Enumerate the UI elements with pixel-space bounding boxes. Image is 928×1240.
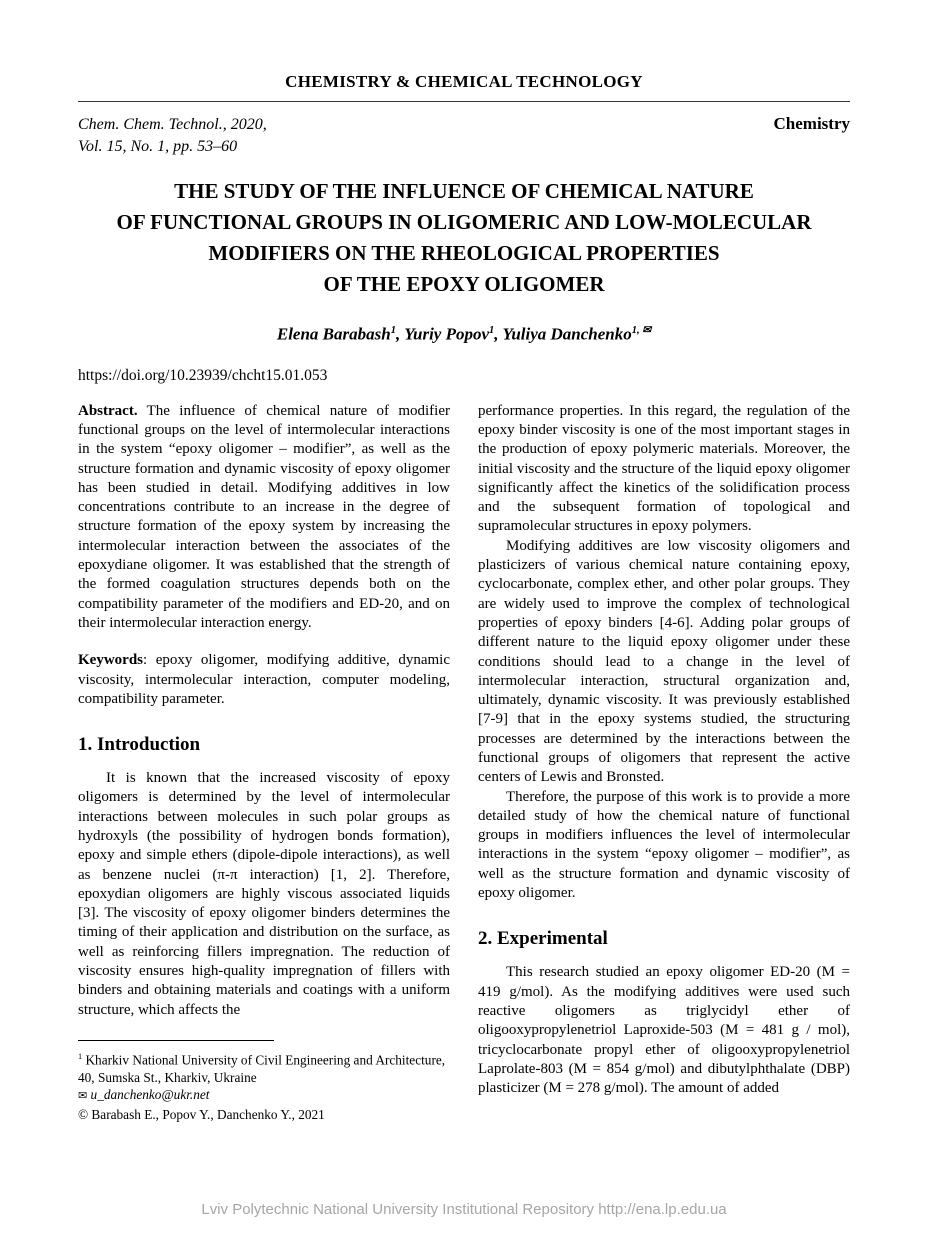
page-header <box>78 72 850 158</box>
body-paragraph: Modifying additives are low viscosity oligomers and plasticizers of various chemical nature containing epoxy, cyclocarbonate, complex ether, and other polar groups. They are widely used to improve the complex of technological properties of epoxy binders [4-6]. Adding polar groups of different nature to the liquid epoxy oligomer under these conditions should lead to a change in the level of intermolecular interaction, structural organization and, ultimately, dynamic viscosity. It was previously established [7-9] that in the epoxy systems studied, the structuring processes are determined by the interactions between the functional groups of oligomers that represent the active centers of Lewis and Bronsted. <box>478 537 850 786</box>
authors-line <box>78 320 850 346</box>
experimental-paragraph: This research studied an epoxy oligomer ED-20 (M = 419 g/mol). As the modifying additives were used such reactive oligomers as triglycidyl ether of oligooxypropylenetriol Laproxide-503 (M = 481 g / mol), tricyclocarbonate propyl ether of oligooxypropylenetriol Laprolate-803 (M = 854 g/mol) and dibutylphthalate (DBP) plasticizer (M = 278 g/mol). The amount of added <box>478 964 850 1097</box>
abstract-label: Abstract. <box>78 402 138 419</box>
copyright-line: © Barabash E., Popov Y., Danchenko Y., 2021 <box>78 1106 325 1122</box>
section-heading-experimental: 2. Experimental <box>478 928 608 950</box>
header-divider <box>78 101 850 102</box>
citation-info <box>78 114 267 158</box>
citation-line-1: Chem. Chem. Technol., 2020, <box>78 116 267 133</box>
author-affiliation-mark: 1 <box>390 325 396 336</box>
author-affiliation-mark: 1 <box>489 325 495 336</box>
body-paragraph-continuation: performance properties. In this regard, the regulation of the epoxy binder viscosity is one of the most important stages in the production of epoxy polymeric materials. Moreover, the initial viscosity and the structure of the liquid epoxy oligomer significantly affect the kinetics of the solidification process and the subsequent formation of topological and supramolecular structures in epoxy polymers. <box>478 402 850 535</box>
section-heading-introduction: 1. Introduction <box>78 734 201 756</box>
author-affiliation-mark corresponding-author-envelope-icon: 1, ✉ <box>631 325 652 336</box>
footnote-affiliation <box>78 1048 450 1086</box>
two-column-body <box>78 402 850 1124</box>
abstract-text: The influence of chemical nature of modifier functional groups on the level of intermolecular interactions in the system “epoxy oligomer – modifier”, as well as the structure formation and dynamic viscosity of epoxy oligomer has been studied in detail. Modifying additives in low concentrations contribute to an increase in the degree of structure formation of the epoxy system by increasing the intermolecular interaction between the associates of the epoxydiane oligomer. It was established that the strength of the formed coagulation structures depends both on the compatibility parameter of the modifiers and ED-20, and on their intermolecular interaction energy. <box>78 402 450 631</box>
author-name: Yuriy Popov <box>404 324 490 344</box>
footnote-marker: 1 <box>78 1051 83 1061</box>
repository-watermark: Lviv Polytechnic National University Institutional Repository http://ena.lp.edu.ua <box>201 1201 727 1218</box>
keywords-label: Keywords <box>78 652 143 669</box>
author-name: Yuliya Danchenko <box>502 324 632 344</box>
author-separator: , <box>395 324 405 344</box>
doi-link[interactable]: https://doi.org/10.23939/chcht15.01.053 <box>78 366 328 384</box>
author-separator: , <box>494 324 503 344</box>
article-title <box>78 176 850 300</box>
footnote-divider <box>78 1040 274 1041</box>
left-column <box>78 402 450 1124</box>
journal-section-label: Chemistry <box>773 114 850 133</box>
corresponding-email[interactable]: u_danchenko@ukr.net <box>90 1087 210 1103</box>
citation-line-2: Vol. 15, No. 1, pp. 53–60 <box>78 138 238 155</box>
footnote-affiliation-text: Kharkiv National University of Civil Engineering and Architecture, 40, Sumska St., Kharkiv, Ukraine <box>78 1052 446 1085</box>
envelope-icon: ✉ <box>78 1090 88 1103</box>
title-line: THE STUDY OF THE INFLUENCE OF CHEMICAL NATURE <box>174 179 754 203</box>
journal-name: CHEMISTRY & CHEMICAL TECHNOLOGY <box>285 72 643 91</box>
footnote-block <box>78 1040 450 1123</box>
title-line: OF FUNCTIONAL GROUPS IN OLIGOMERIC AND LOW-MOLECULAR <box>116 210 812 234</box>
keywords-paragraph <box>78 651 450 709</box>
journal-info-row <box>78 114 850 158</box>
right-column <box>478 402 850 1124</box>
body-paragraph: Therefore, the purpose of this work is to provide a more detailed study of how the chemical nature of functional groups in modifiers influences the level of intermolecular interactions in the system “epoxy oligomer – modifier”, as well as the structure formation and dynamic viscosity of epoxy oligomer. <box>478 788 850 902</box>
abstract-paragraph <box>78 402 450 634</box>
title-line: OF THE EPOXY OLIGOMER <box>323 272 605 296</box>
introduction-paragraph: It is known that the increased viscosity of epoxy oligomers is determined by the level of intermolecular interactions between molecules in such polar groups as hydroxyls (the possibility of hydrogen bonds formation), epoxy and simple ethers (dipole-dipole interactions), as well as benzene nuclei (π-π interaction) [1, 2]. Therefore, epoxydian oligomers are highly viscous associated liquids [3]. The viscosity of epoxy oligomer binders determines the timing of their application and distribution on the surface, as well as reinforcing fillers impregnation. The reduction of viscosity ensures high-quality impregnation of fillers with binders and obtaining materials and coatings with a uniform structure, which affects the <box>78 770 450 1018</box>
keywords-text: : epoxy oligomer, modifying additive, dynamic viscosity, intermolecular interaction, computer modeling, compatibility parameter. <box>78 652 450 707</box>
author-name: Elena Barabash <box>276 324 391 344</box>
footnote-email-line <box>78 1086 450 1106</box>
title-line: MODIFIERS ON THE RHEOLOGICAL PROPERTIES <box>208 241 720 265</box>
